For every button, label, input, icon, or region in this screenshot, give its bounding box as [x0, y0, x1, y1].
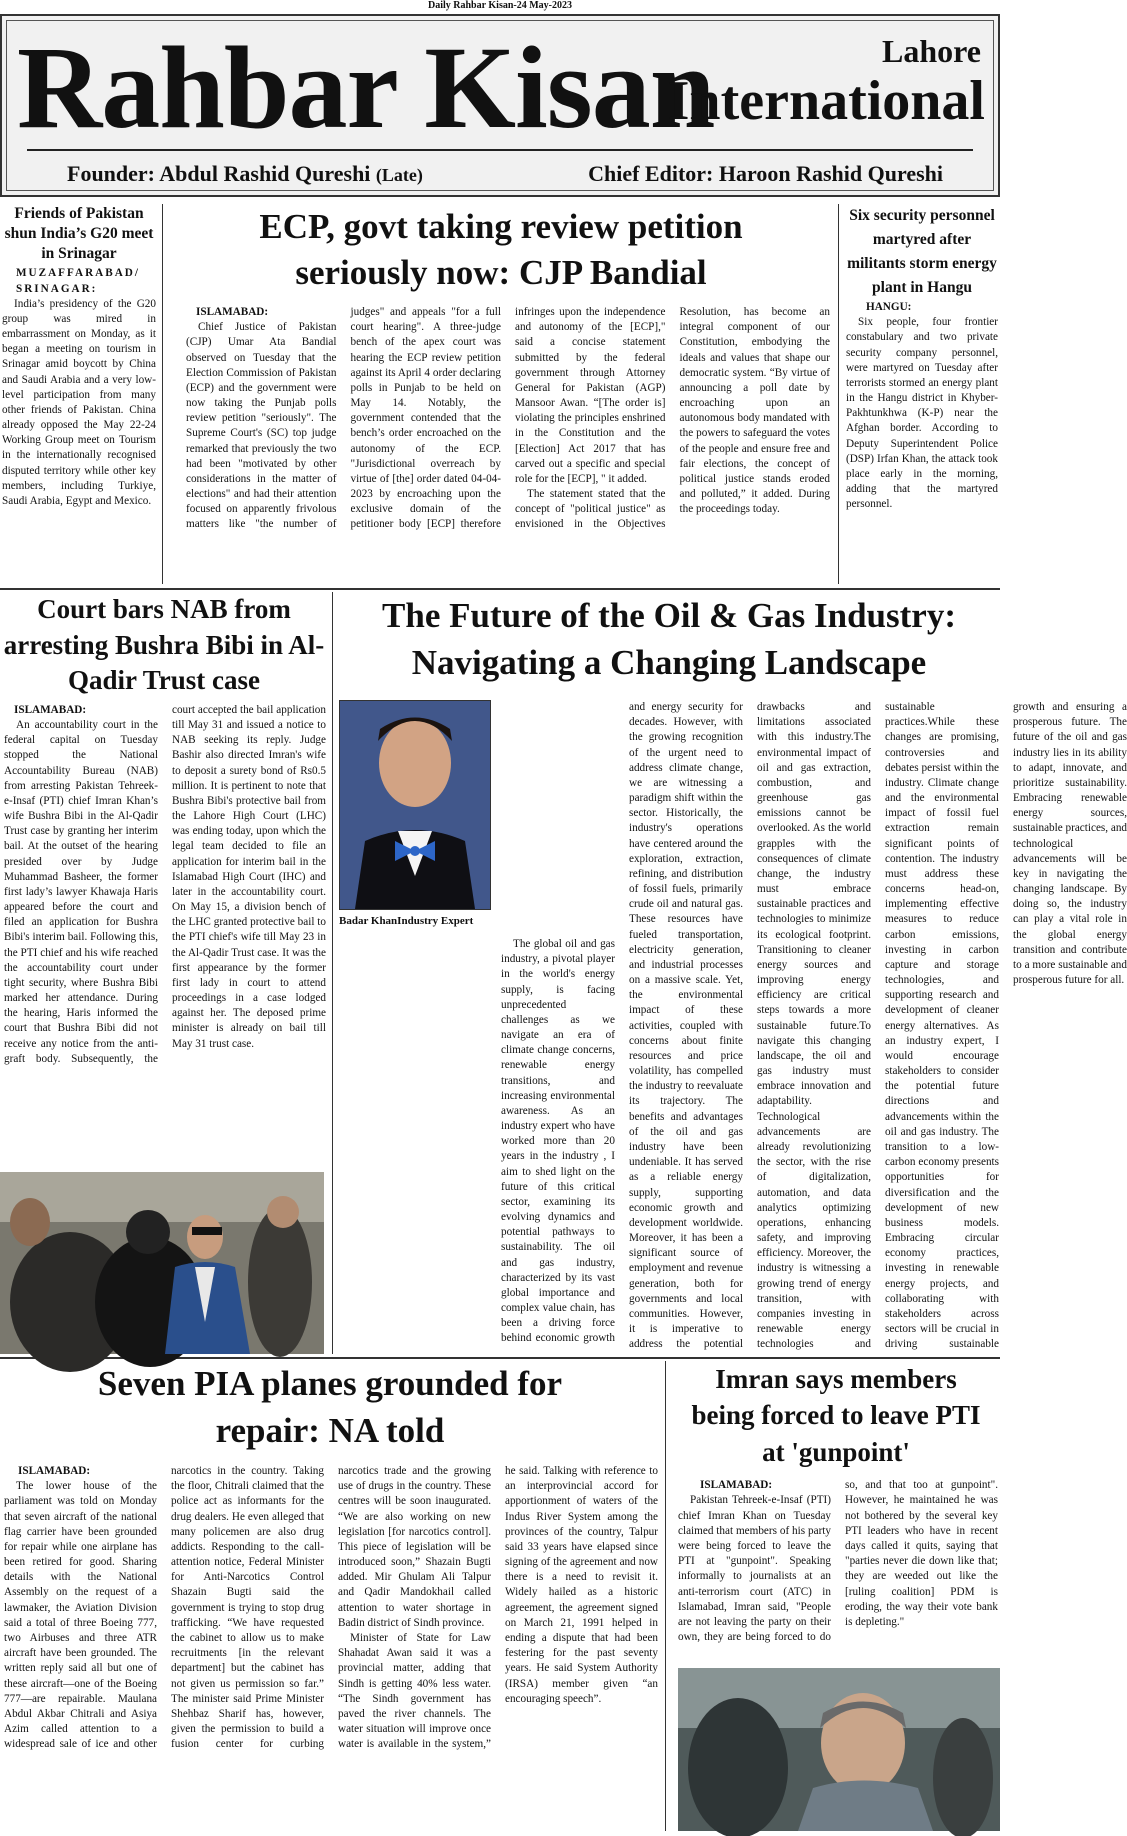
column-rule	[665, 1361, 666, 1831]
ecp-headline: ECP, govt taking review petition seriously now: CJP Bandial	[259, 207, 743, 292]
g20-dateline: MUZAFFARABAD/ SRINAGAR:	[16, 267, 140, 295]
imran-text: Pakistan Tehreek-e-Insaf (PTI) chief Imran Khan on Tuesday claimed that members of his party were being forced to leave the PTI at "gunpoint". Speaking informally to journalists at an anti-terrorism court (ATC) in Islamabad, Imran said, "People are not leaving the party on their own, they are being forced to do so, and that too at gunpoint". However, he maintained he was not bothered by the several key PTI leaders who have in recent days called it quits, saying that "parties never die down like that; they are weeded out like the [ruling coalition] PDM is eroding, the way their vote bank is depleting."	[678, 1479, 998, 1644]
pia-headline: Seven PIA planes grounded for repair: NA told	[97, 1364, 563, 1450]
column-rule	[162, 204, 163, 584]
masthead	[0, 14, 1000, 197]
founder-name: Founder: Abdul Rashid Qureshi	[67, 161, 371, 186]
g20-text: India’s presidency of the G20 group was mired in embarrassment on Monday, as it began a meeting on tourism in Srinagar amid boycott by China and Saudi Arabia and a very low-level participation from many other friends of Pakistan. China already opposed the May 22-24 Working Group meet on Tourism in the internationally recognised disputed territory while other key members, including Turkiye, Saudi Arabia, Egypt and Mexico.	[2, 297, 156, 507]
ecp-paragraph-1: Chief Justice of Pakistan (CJP) Umar Ata Bandial observed on Tuesday that the Election Commission of Pakistan (ECP) and the government were now taking the Punjab polls review petition "seriously". The Supreme Court's (SC) top judge remarked that previously the two had been "motivated by other considerations in the matter of elections" and had their attention focused on apparently frivolous matters like "the number of judges" and appeals "for a full court hearing". A three-judge bench of the apex court was hearing the ECP review petition against its April 4 order declaring polls in Punjab to be held on May 14. Notably, the government contended that the bench’s order encroached on the autonomy of the ECP. "Jurisdictional overreach by virtue of [the] order dated 04-04-2023 by encroaching upon the exclusive domain of the petitioner body [ECP] therefore infringes upon the independence and autonomy of the [ECP]," said a concise statement submitted by the federal government through Attorney General for Pakistan (AGP) Mansoor Awan. “[The order is] violating the principles enshrined in the Constitution and the [Election] Act 2017 that has carved out a specific and special role for the [ECP], " it added.	[186, 306, 666, 531]
pia-paragraph-2: Minister of State for Law Shahadat Awan said it was a provincial matter, adding that Sindh is getting 40% less water. “The Sindh government has paved the river channels. The water situation will improve once water is available in the system,” he said. Talking with reference to an interprovincial accord for apportionment of waters of the Indus River System among the provinces of the country, Talpur said 33 years have elapsed since signing of the agreement and now there is a need to revisit it. Widely hailed as a historic agreement, the agreement signed on March 21, 1991 helped in ending a dispute that had been festering for the past seventy years. He said System Authority (IRSA) member given “an encouraging speech”.	[338, 1465, 658, 1751]
ecp-paragraph-2: The statement stated that the concept of "political justice" as envisioned in the Objectives Resolution, has become an integral component of our Constitution, embodying the ideals and values that shape our democratic system. “By virtue of announcing a poll date by encroaching upon an autonomous body mandated with the powers to safeguard the votes of the people and ensure free and fair elections, the concept of political justice stands eroded and polluted,” it added. During the proceedings today.	[515, 306, 830, 531]
ecp-body	[170, 295, 832, 565]
nab-headline: Court bars NAB from arresting Bushra Bibi in Al-Qadir Trust case	[3, 594, 325, 696]
founder-line	[67, 161, 423, 187]
oil-gas-body	[339, 700, 1127, 1354]
newspaper-title: Rahbar Kisan	[17, 22, 715, 153]
imran-body	[672, 1470, 1000, 1678]
nab-story	[0, 592, 328, 1167]
hangu-headline: Six security personnel martyred after militants storm energy plant in Hangu	[847, 207, 997, 297]
pia-paragraph-1: The lower house of the parliament was told on Monday that seven aircraft of the national flag carrier have been grounded for repair while one airplane has been retired for good. Sharing details with the National Assembly on the request of a lawmaker, the Aviation Division said a total of three Boeing 777, two Airbuses and three ATR aircraft have been grounded. The written reply said all but one of these aircraft—one of the Boeing 777—are repairable. Maulana Abdul Akbar Chitrali and Asiya Azim called attention to a widespread sale of ice and other narcotics in the country. Taking the floor, Chitrali claimed that the police act as informants for the drug dealers. He even alleged that many policemen are also drug addicts. Responding to the call-attention notice, Federal Minister for Anti-Narcotics Control Shazain Bugti said the government is trying to stop drug trafficking. “We have requested the cabinet to allow us to make recruitments [in the relevant department] but the cabinet has not given us permission so far.” The minister said Prime Minister Shehbaz Sharif has, however, given the permission to build a fusion center for curbing narcotics trade and the growing use of drugs in the country. These centres will be soon inaugurated. “We are also working on new legislation [for narcotics control]. This piece of legislation will be introduced soon,” Shazain Bugti added. Mir Ghulam Ali Talpur and Qadir Mandokhail called attention to water shortage in Badin district of Sindh province.	[4, 1465, 491, 1751]
hangu-story	[844, 204, 1000, 560]
g20-body	[0, 264, 158, 564]
nab-body	[0, 701, 328, 1167]
dateline-bar: Daily Rahbar Kisan-24 May-2023	[428, 0, 572, 11]
city-label: Lahore	[882, 33, 981, 69]
photo-space	[501, 700, 615, 937]
column-rule	[838, 204, 839, 584]
hangu-dateline: HANGU:	[866, 301, 912, 314]
imran-story	[672, 1361, 1000, 1678]
nab-text: An accountability court in the federal capital on Tuesday stopped the National Accountability Bureau (NAB) from arresting Pakistan Tehreek-e-Insaf (PTI) chief Imran Khan’s wife Bushra Bibi in the Al-Qadir Trust case by granting her interim bail. At the outset of the hearing presided over by Judge Muhammad Basheer, the former first lady’s lawyer Khawaja Haris appeared before the court and filed an application for Bushra Bibi's interim bail. Following this, the PTI chief and his wife reached the accountability court under tight security, where Bushra Bibi marked her attendance. During the hearing, Haris informed the court that Bushra Bibi did not receive any notice from the anti-graft body. Subsequently, the court accepted the bail application till May 31 and issued a notice to NAB seeking its reply. Judge Bashir also directed Imran's wife to deposit a surety bond of Rs0.5 million. It is pertinent to note that Bushra Bibi's protective bail from the Lahore High Court (LHC) was ending today, upon which the legal team decided to file an application for interim bail in the Islamabad High Court (IHC) and later in the accountability court. On May 15, a division bench of the LHC granted protective bail to the PTI chief's wife till May 23 in the Al-Qadir Trust case. It was the first appearance by the former first lady in court to attend proceedings in a case lodged against her. The deposed prime minister is already on bail till May 31 trust case.	[4, 703, 326, 1065]
oil-gas-text: The global oil and gas industry, a pivotal player in the world's energy supply, is facing unprecedented challenges as we navigate an era of climate change concerns, renewable energy transitions, and increasing environmental awareness. As an industry expert who have worked more than 20 years in the industry , I aim to shed light on the future of this critical sector, examining its evolving dynamics and potential pathways to sustainability. The oil and gas industry, characterized by its vast global importance and complex value chain, has been a driving force behind economic growth and energy security for decades. However, with the growing recognition of the urgent need to address climate change, we are witnessing a paradigm shift within the sector. Historically, the industry's operations have centered around the exploration, extraction, refining, and distribution of fossil fuels, primarily crude oil and natural gas. These resources have fueled transportation, electricity generation, and industrial processes on a massive scale. Yet, the environmental impact of these activities, coupled with concerns about finite resources and price volatility, has compelled the industry to reevaluate its trajectory. The benefits and advantages of the oil and gas industry have been undeniable. It has served as a reliable energy supply, supporting economic growth and development worldwide. Moreover, it has been a significant source of employment and revenue generation, both for governments and local communities. However, it is imperative to address the potential drawbacks and limitations associated with this industry.The environmental impact of oil and gas extraction, combustion, and greenhouse gas emissions cannot be overlooked. As the world grapples with the consequences of climate change, the industry must embrace sustainable practices and technologies to minimize its ecological footprint. Transitioning to cleaner energy sources and improving energy efficiency are critical steps towards a more sustainable future.To navigate this changing landscape, the oil and gas industry must embrace innovation and adaptability. Technological advancements are already revolutionizing the sector, with the rise of digitalization, automation, and data analytics optimizing operations, enhancing safety, and improving efficiency. Moreover, the industry is witnessing a growing trend of energy transition, with companies investing in renewable energy technologies and sustainable practices.While these changes are promising, controversies and debates persist within the industry. Climate change and the environmental impact of fossil fuel extraction remain significant points of contention. The industry must address these concerns head-on, implementing effective measures to reduce carbon emissions, investing in carbon capture and storage technologies, and supporting research and development of cleaner energy alternatives. As an industry expert, I would encourage stakeholders to consider the potential future directions and advancements within the oil and gas industry. The transition to a low-carbon economy presents opportunities for diversification and the development of new business models. Embracing circular economy practices, investing in renewable energy projects, and collaborating with stakeholders across sectors will be crucial in driving sustainable growth and ensuring a prosperous future. The future of the oil and gas industry lies in its ability to adapt, innovate, and prioritize sustainability. Embracing renewable energy sources, sustainable practices, and technological advancements will be key in navigating the changing landscape. By doing so, the industry can play a vital role in the global energy transition and contribute to a more sustainable and prosperous future for all.	[501, 701, 1127, 1351]
imran-photo	[678, 1668, 1000, 1831]
masthead-rule	[27, 149, 973, 151]
section-rule	[0, 588, 1000, 590]
imran-headline: Imran says members being forced to leave PTI at 'gunpoint'	[691, 1364, 981, 1467]
pia-story	[0, 1361, 660, 1814]
hangu-text: Six people, four frontier constabulary and two private security company personnel, were martyred on Tuesday after terrorists stormed an energy plant in the Hangu district in Khyber-Pakhtunkhwa (K-P) near the Afghan border. According to Deputy Superintendent Police (DSP) Irfan Khan, the attack took place early in the morning, adding that the martyred personnel.	[846, 316, 998, 511]
pia-body	[0, 1454, 660, 1814]
ecp-dateline: ISLAMABAD:	[196, 306, 269, 318]
imran-dateline: ISLAMABAD:	[700, 1479, 773, 1492]
g20-story	[0, 204, 158, 564]
editor-line: Chief Editor: Haroon Rashid Qureshi	[588, 161, 943, 186]
ecp-story	[170, 204, 832, 565]
oil-gas-headline: The Future of the Oil & Gas Industry: Navigating a Changing Landscape	[382, 596, 956, 683]
expert-caption: Badar KhanIndustry Expert	[339, 915, 474, 927]
nab-photo	[0, 1172, 324, 1354]
g20-headline: Friends of Pakistan shun India’s G20 meet in Srinagar	[4, 205, 154, 263]
photo-spacer	[339, 700, 501, 937]
edition-label: International	[667, 70, 985, 132]
nab-dateline: ISLAMABAD:	[14, 703, 87, 716]
hangu-body	[844, 300, 1000, 560]
founder-note: (Late)	[375, 165, 423, 185]
oil-gas-story	[338, 592, 1000, 687]
pia-dateline: ISLAMABAD:	[18, 1465, 91, 1478]
oil-gas-columns	[501, 700, 1127, 1354]
column-rule	[332, 592, 333, 1354]
